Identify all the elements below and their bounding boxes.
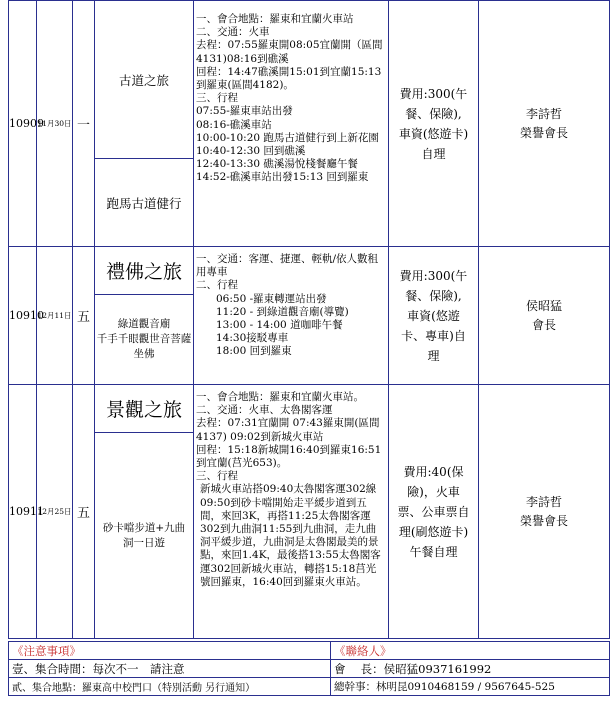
- president-contact: 會 長：侯昭猛0937161992: [331, 660, 610, 678]
- desc-line: 10:40-12:30 回到礁溪: [196, 145, 306, 158]
- desc-line: 回程：15:18新城開16:40到羅東16:51到宜蘭(莒光653)。: [196, 443, 382, 470]
- trip-description: [194, 1, 389, 247]
- trip-schedule-table: [8, 0, 610, 639]
- trip-description: [194, 385, 389, 639]
- desc-line: 12:40-13:30 礁溪湯悅棧餐廳午餐: [196, 158, 358, 171]
- fee-line: 費用:40(保: [403, 464, 464, 479]
- trip-code: 10911: [9, 385, 37, 639]
- desc-line: 14:30接駁專車: [216, 332, 289, 345]
- trip-code: 10909: [9, 1, 37, 247]
- trip-fee: [389, 247, 479, 385]
- desc-line: 三、行程: [196, 470, 238, 483]
- fee-line: 費用:300(午: [399, 86, 468, 101]
- trip-leader: [479, 385, 610, 639]
- desc-line: 三、行程: [196, 92, 238, 105]
- trip-theme: 禮佛之旅: [95, 247, 194, 295]
- trip-fee: [389, 1, 479, 247]
- desc-line: 11:20 - 到綠道觀音廟(導覽): [216, 305, 349, 318]
- fee-line: 卡、專車)自: [401, 328, 466, 343]
- desc-line: 13:00 - 14:00 道咖啡午餐: [216, 319, 343, 332]
- leader-name: 侯昭猛: [525, 298, 562, 313]
- desc-line: 二、行程: [196, 279, 238, 292]
- footer-table: [8, 641, 610, 696]
- desc-line: 14:52-礁溪車站出發15:13 回到羅東: [196, 171, 369, 184]
- trip-theme: 古道之旅: [95, 1, 194, 159]
- desc-line: 18:00 回到羅東: [216, 345, 292, 358]
- fee-line: 理: [427, 348, 440, 363]
- meeting-place-note: 貳、集合地點：羅東高中校門口（特別活動 另行通知）: [9, 678, 331, 696]
- leader-title: 榮譽會長: [519, 513, 568, 528]
- trip-code: 10910: [9, 247, 37, 385]
- desc-line: 二、交通：火車: [196, 26, 270, 39]
- trip-row: [9, 247, 610, 295]
- fee-line: 午餐自理: [409, 544, 458, 559]
- fee-line: 餐、保險),: [405, 106, 462, 121]
- desc-line: 一、會合地點：羅東和宜蘭火車站: [196, 13, 354, 25]
- trip-weekday: 一: [73, 1, 95, 247]
- trip-row: [9, 385, 610, 433]
- desc-line: 二、交通：火車、太魯閣客運: [196, 404, 333, 417]
- desc-line: 07:55-羅東車站出發: [196, 105, 293, 118]
- trip-description: [194, 247, 389, 385]
- trip-fee: [389, 385, 479, 639]
- secretary-contact: 總幹事：林明昆0910468159 / 9567645-525: [331, 678, 610, 696]
- trip-date: 12月25日: [37, 385, 73, 639]
- trip-leader: [479, 1, 610, 247]
- desc-line: 一、交通：客運、捷運、輕軌/依人數租用專車: [196, 253, 379, 279]
- trip-route: 砂卡噹步道+九曲洞一日遊: [95, 433, 194, 639]
- leader-title: 會長: [531, 317, 556, 332]
- fee-line: 餐、保險),: [405, 288, 462, 303]
- notes-title: 《注意事項》: [9, 642, 331, 660]
- leader-name: 李詩哲: [525, 106, 562, 121]
- trip-row: [9, 1, 610, 159]
- trip-weekday: 五: [73, 385, 95, 639]
- fee-line: 險)，火車: [407, 484, 460, 499]
- leader-title: 榮譽會長: [519, 125, 568, 140]
- fee-line: 車資(悠遊卡): [398, 126, 469, 141]
- fee-line: 車資(悠遊: [407, 308, 460, 323]
- trip-route: 跑馬古道健行: [95, 159, 194, 247]
- leader-name: 李詩哲: [525, 494, 562, 509]
- desc-line: 06:50 -羅東轉運站出發: [216, 292, 327, 305]
- trip-route: [95, 295, 194, 385]
- trip-theme: 景觀之旅: [95, 385, 194, 433]
- desc-line: 08:16-礁溪車站: [196, 118, 272, 131]
- fee-line: 票、公車票自: [397, 504, 470, 519]
- desc-line: 去程：07:55羅東開08:05宜蘭開（區間4131)08:16到礁溪: [196, 39, 383, 65]
- contacts-title: 《聯絡人》: [331, 642, 610, 660]
- trip-date: 12月11日: [37, 247, 73, 385]
- fee-line: 理(刷悠遊卡): [398, 524, 469, 539]
- fee-line: 費用:300(午: [399, 268, 468, 283]
- route-line: 綠道觀音廟: [117, 318, 171, 330]
- desc-line: 一、會合地點：羅東和宜蘭火車站。: [196, 391, 364, 403]
- route-line: 千手千眼觀世音菩薩坐佛: [96, 333, 192, 360]
- desc-line: 新城火車站搭09:40太魯閣客運302線09:50到砂卡噹開始走平緩步道到五間，來回3K，再搭11:25太魯閣客運302到九曲洞11:55到九曲洞，走九曲洞平緩步道，九曲洞是太魯閣最美的景點，來回1.4K，最後搭13:55太魯閣客運302回新城火車站，轉搭15:18莒光號回羅東，16:40回到羅東火車站。: [200, 483, 381, 588]
- desc-line: 回程：14:47礁溪開15:01到宜蘭15:13到羅東(區間4182)。: [196, 65, 382, 92]
- meeting-time-note: 壹、集合時間：每次不一 請注意: [9, 660, 331, 678]
- desc-line: 去程：07:31宜蘭開 07:43羅東開(區間4137) 09:02到新城火車站: [196, 417, 380, 443]
- trip-weekday: 五: [73, 247, 95, 385]
- trip-leader: [479, 247, 610, 385]
- trip-date: 11月30日: [37, 1, 73, 247]
- desc-line: 10:00-10:20 跑馬古道健行到上新花園: [196, 131, 379, 144]
- fee-line: 自理: [421, 146, 446, 161]
